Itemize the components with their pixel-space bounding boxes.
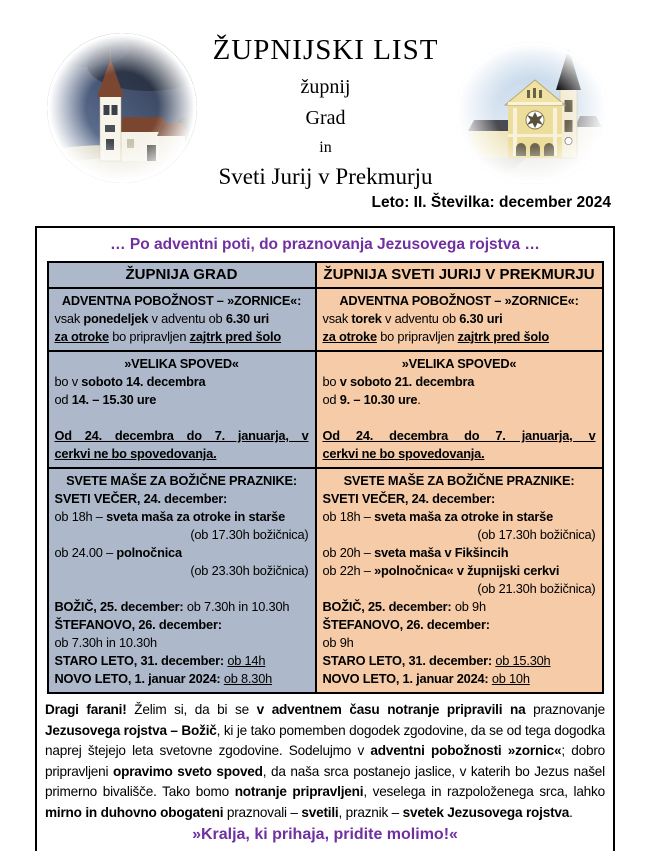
text-line — [323, 355, 596, 373]
text-segment: ob 18h – — [54, 509, 107, 524]
text-segment: notranje pripravljeni — [234, 784, 364, 799]
text-line — [55, 427, 309, 445]
text-segment: 14. – 15.30 ure — [71, 392, 157, 407]
sveti-jurij-zornice-cell — [316, 288, 603, 351]
text-line — [323, 292, 596, 310]
text-segment: ob 14h — [227, 653, 266, 668]
text-line — [323, 427, 596, 445]
text-segment: mirno in duhovno obogateni — [45, 804, 224, 820]
text-line — [323, 544, 596, 562]
text-line — [323, 616, 596, 634]
text-segment: ob 18h – — [322, 509, 375, 524]
text-segment: BOŽIČ, 25. december: — [54, 599, 184, 614]
text-line — [55, 544, 309, 562]
text-segment: . — [417, 392, 421, 407]
text-segment: BOŽIČ, 25. december: — [322, 599, 452, 614]
text-line — [323, 328, 596, 346]
text-segment: praznovanje — [525, 702, 605, 717]
text-segment: 6.30 uri — [225, 311, 270, 326]
text-segment: Od 24. decembra do 7. januarja, v — [54, 428, 309, 443]
issue-line: Leto: II. Številka: december 2024 — [371, 194, 611, 211]
text-line — [55, 634, 309, 652]
text-segment: ponedeljek — [83, 311, 149, 326]
text-segment: , ki je tako pomemben dogodek zgodovine, da se od tega dogodka naprej štejejo leta svetovne zgodovine. Sodelujmo v — [45, 722, 605, 758]
text-segment: ob 9h — [322, 635, 354, 650]
text-line — [55, 616, 309, 634]
text-segment: bo pripravljen — [108, 329, 190, 344]
spoved-row — [48, 351, 603, 468]
text-line — [55, 508, 309, 526]
text-line — [55, 598, 309, 616]
text-line — [323, 472, 596, 490]
text-segment: zajtrk pred šolo — [189, 329, 282, 344]
text-segment: ob 9h — [451, 599, 486, 614]
text-line — [55, 445, 309, 463]
text-segment: od — [322, 392, 340, 407]
text-line — [55, 310, 309, 328]
text-line — [323, 526, 596, 544]
table-header-row — [48, 262, 603, 288]
text-segment: , veselega in razpoloženega srca, lahko — [363, 784, 605, 799]
masse-row — [48, 468, 603, 693]
text-segment: (ob 21.30h božičnica) — [477, 581, 596, 596]
text-segment: SVETE MAŠE ZA BOŽIČNE PRAZNIKE: — [66, 473, 297, 488]
text-line — [55, 472, 309, 490]
column-header-grad: ŽUPNIJA GRAD — [48, 262, 316, 288]
masthead-parish-grad: Grad — [305, 107, 346, 129]
text-line — [323, 490, 596, 508]
text-segment: soboto 14. decembra — [81, 374, 206, 389]
text-line — [323, 652, 596, 670]
text-segment: cerkvi ne bo spovedovanja. — [322, 446, 485, 461]
text-segment: ob 24.00 – — [54, 545, 117, 560]
text-line — [55, 373, 309, 391]
text-segment: vsak — [54, 311, 84, 326]
text-segment: cerkvi ne bo spovedovanja. — [54, 446, 217, 461]
text-segment: NOVO LETO, 1. januar 2024: — [54, 671, 224, 686]
text-line — [323, 562, 596, 580]
text-segment: STARO LETO, 31. december: — [322, 653, 496, 668]
text-line — [55, 292, 309, 310]
text-line — [55, 328, 309, 346]
text-segment: SVETI VEČER, 24. december: — [54, 491, 228, 506]
schedule-table — [47, 261, 604, 694]
text-line — [323, 508, 596, 526]
text-segment: svetek Jezusovega rojstva — [402, 804, 570, 820]
text-line — [55, 409, 309, 427]
column-header-sveti-jurij: ŽUPNIJA SVETI JURIJ V PREKMURJU — [316, 262, 603, 288]
text-segment: bo v — [54, 374, 82, 389]
masthead-subtitle: župnij — [300, 76, 351, 98]
text-segment: Želim si, da bi se — [126, 702, 257, 717]
text-segment: ob 7.30h in 10.30h — [54, 635, 157, 650]
text-segment: ADVENTNA POBOŽNOST – »ZORNICE«: — [339, 293, 579, 308]
text-line — [323, 445, 596, 463]
text-segment: vsak — [322, 311, 352, 326]
page-title: ŽUPNIJSKI LIST — [212, 34, 439, 66]
text-line — [55, 652, 309, 670]
text-segment: 9. – 10.30 ure — [339, 392, 418, 407]
text-segment: od — [54, 392, 72, 407]
masthead-and: in — [319, 139, 332, 156]
text-line — [323, 670, 596, 688]
masthead — [0, 34, 651, 190]
text-segment: sveta maša v Fikšincih — [374, 545, 509, 560]
text-segment: ob 8.30h — [223, 671, 273, 686]
text-segment: ADVENTNA POBOŽNOST – »ZORNICE«: — [61, 293, 302, 308]
text-line — [55, 670, 309, 688]
text-segment: ob 22h – — [322, 563, 375, 578]
text-line — [323, 373, 596, 391]
grad-spoved-cell — [48, 351, 316, 468]
text-segment: Dragi farani! — [45, 702, 127, 717]
text-line — [323, 310, 596, 328]
text-line — [55, 580, 309, 598]
text-line — [323, 634, 596, 652]
text-segment: ob 15.30h — [495, 653, 551, 668]
text-segment: ob 10h — [491, 671, 530, 686]
text-segment: ; dobro pripravljeni — [45, 743, 606, 779]
text-line — [55, 562, 309, 580]
text-segment: bo pripravljen — [376, 329, 458, 344]
text-segment: praznovali – — [223, 804, 302, 820]
text-segment: v adventu ob — [148, 311, 226, 326]
text-segment: svetili — [301, 804, 339, 820]
text-segment: , da naša srca postanejo jaslice, v katerih bo Jezus našel primerno bivališče. Tako bomo — [45, 763, 605, 799]
text-line — [323, 409, 596, 427]
text-segment: v soboto 21. decembra — [339, 374, 475, 389]
text-segment: sveta maša za otroke in starše — [106, 509, 286, 524]
content-border-box — [35, 226, 615, 851]
text-segment: torek — [351, 311, 382, 326]
text-segment: ob 7.30h in 10.30h — [183, 599, 290, 614]
text-line — [55, 391, 309, 409]
text-segment: (ob 23.30h božičnica) — [190, 563, 309, 578]
text-line — [55, 490, 309, 508]
closing-invocation: »Kralja, ki prihaja, pridite molimo!« — [192, 826, 458, 843]
text-segment: »VELIKA SPOVED« — [401, 356, 517, 371]
text-segment: ŠTEFANOVO, 26. december: — [54, 617, 222, 632]
text-segment: SVETE MAŠE ZA BOŽIČNE PRAZNIKE: — [343, 473, 575, 488]
text-segment: NOVO LETO, 1. januar 2024: — [322, 671, 492, 686]
text-segment: »VELIKA SPOVED« — [124, 356, 239, 371]
text-segment: Jezusovega rojstva – Božič — [45, 722, 217, 738]
text-segment: v adventnem času notranje pripravili na — [256, 702, 526, 717]
text-line — [323, 580, 596, 598]
masthead-parish-sveti-jurij: Sveti Jurij v Prekmurju — [218, 164, 433, 189]
text-segment: v adventu ob — [381, 311, 460, 326]
text-segment: bo — [322, 374, 340, 389]
text-segment: polnočnica — [116, 545, 182, 560]
sveti-jurij-masse-cell — [316, 468, 603, 693]
text-line — [55, 355, 309, 373]
text-line — [45, 700, 605, 823]
pastor-message-paragraph — [37, 694, 613, 823]
text-segment: STARO LETO, 31. december: — [54, 653, 228, 668]
text-segment: (ob 17.30h božičnica) — [477, 527, 596, 542]
sveti-jurij-spoved-cell — [316, 351, 603, 468]
text-segment: opravimo sveto spoved — [112, 763, 263, 779]
text-segment: sveta maša za otroke in starše — [374, 509, 554, 524]
text-segment: (ob 17.30h božičnica) — [190, 527, 309, 542]
text-segment: adventni pobožnosti »zornic« — [370, 743, 562, 758]
grad-masse-cell — [48, 468, 316, 693]
zornice-row — [48, 288, 603, 351]
text-line — [323, 598, 596, 616]
text-segment: 6.30 uri — [459, 311, 503, 326]
text-segment: »polnočnica« v župnijski cerkvi — [374, 563, 560, 578]
grad-zornice-cell — [48, 288, 316, 351]
text-segment: za otroke — [54, 329, 109, 344]
text-segment: Od 24. decembra do 7. januarja, v — [322, 428, 596, 443]
text-segment: ŠTEFANOVO, 26. december: — [322, 617, 490, 632]
banner-title: … Po adventni poti, do praznovanja Jezusovega rojstva … — [110, 236, 540, 253]
text-segment: , praznik – — [338, 804, 403, 820]
text-segment: za otroke — [322, 329, 377, 344]
text-segment: zajtrk pred šolo — [457, 329, 550, 344]
text-line — [323, 391, 596, 409]
text-segment: SVETI VEČER, 24. december: — [322, 491, 496, 506]
text-segment: . — [569, 804, 573, 820]
text-segment: ob 20h – — [322, 545, 375, 560]
text-line — [55, 526, 309, 544]
